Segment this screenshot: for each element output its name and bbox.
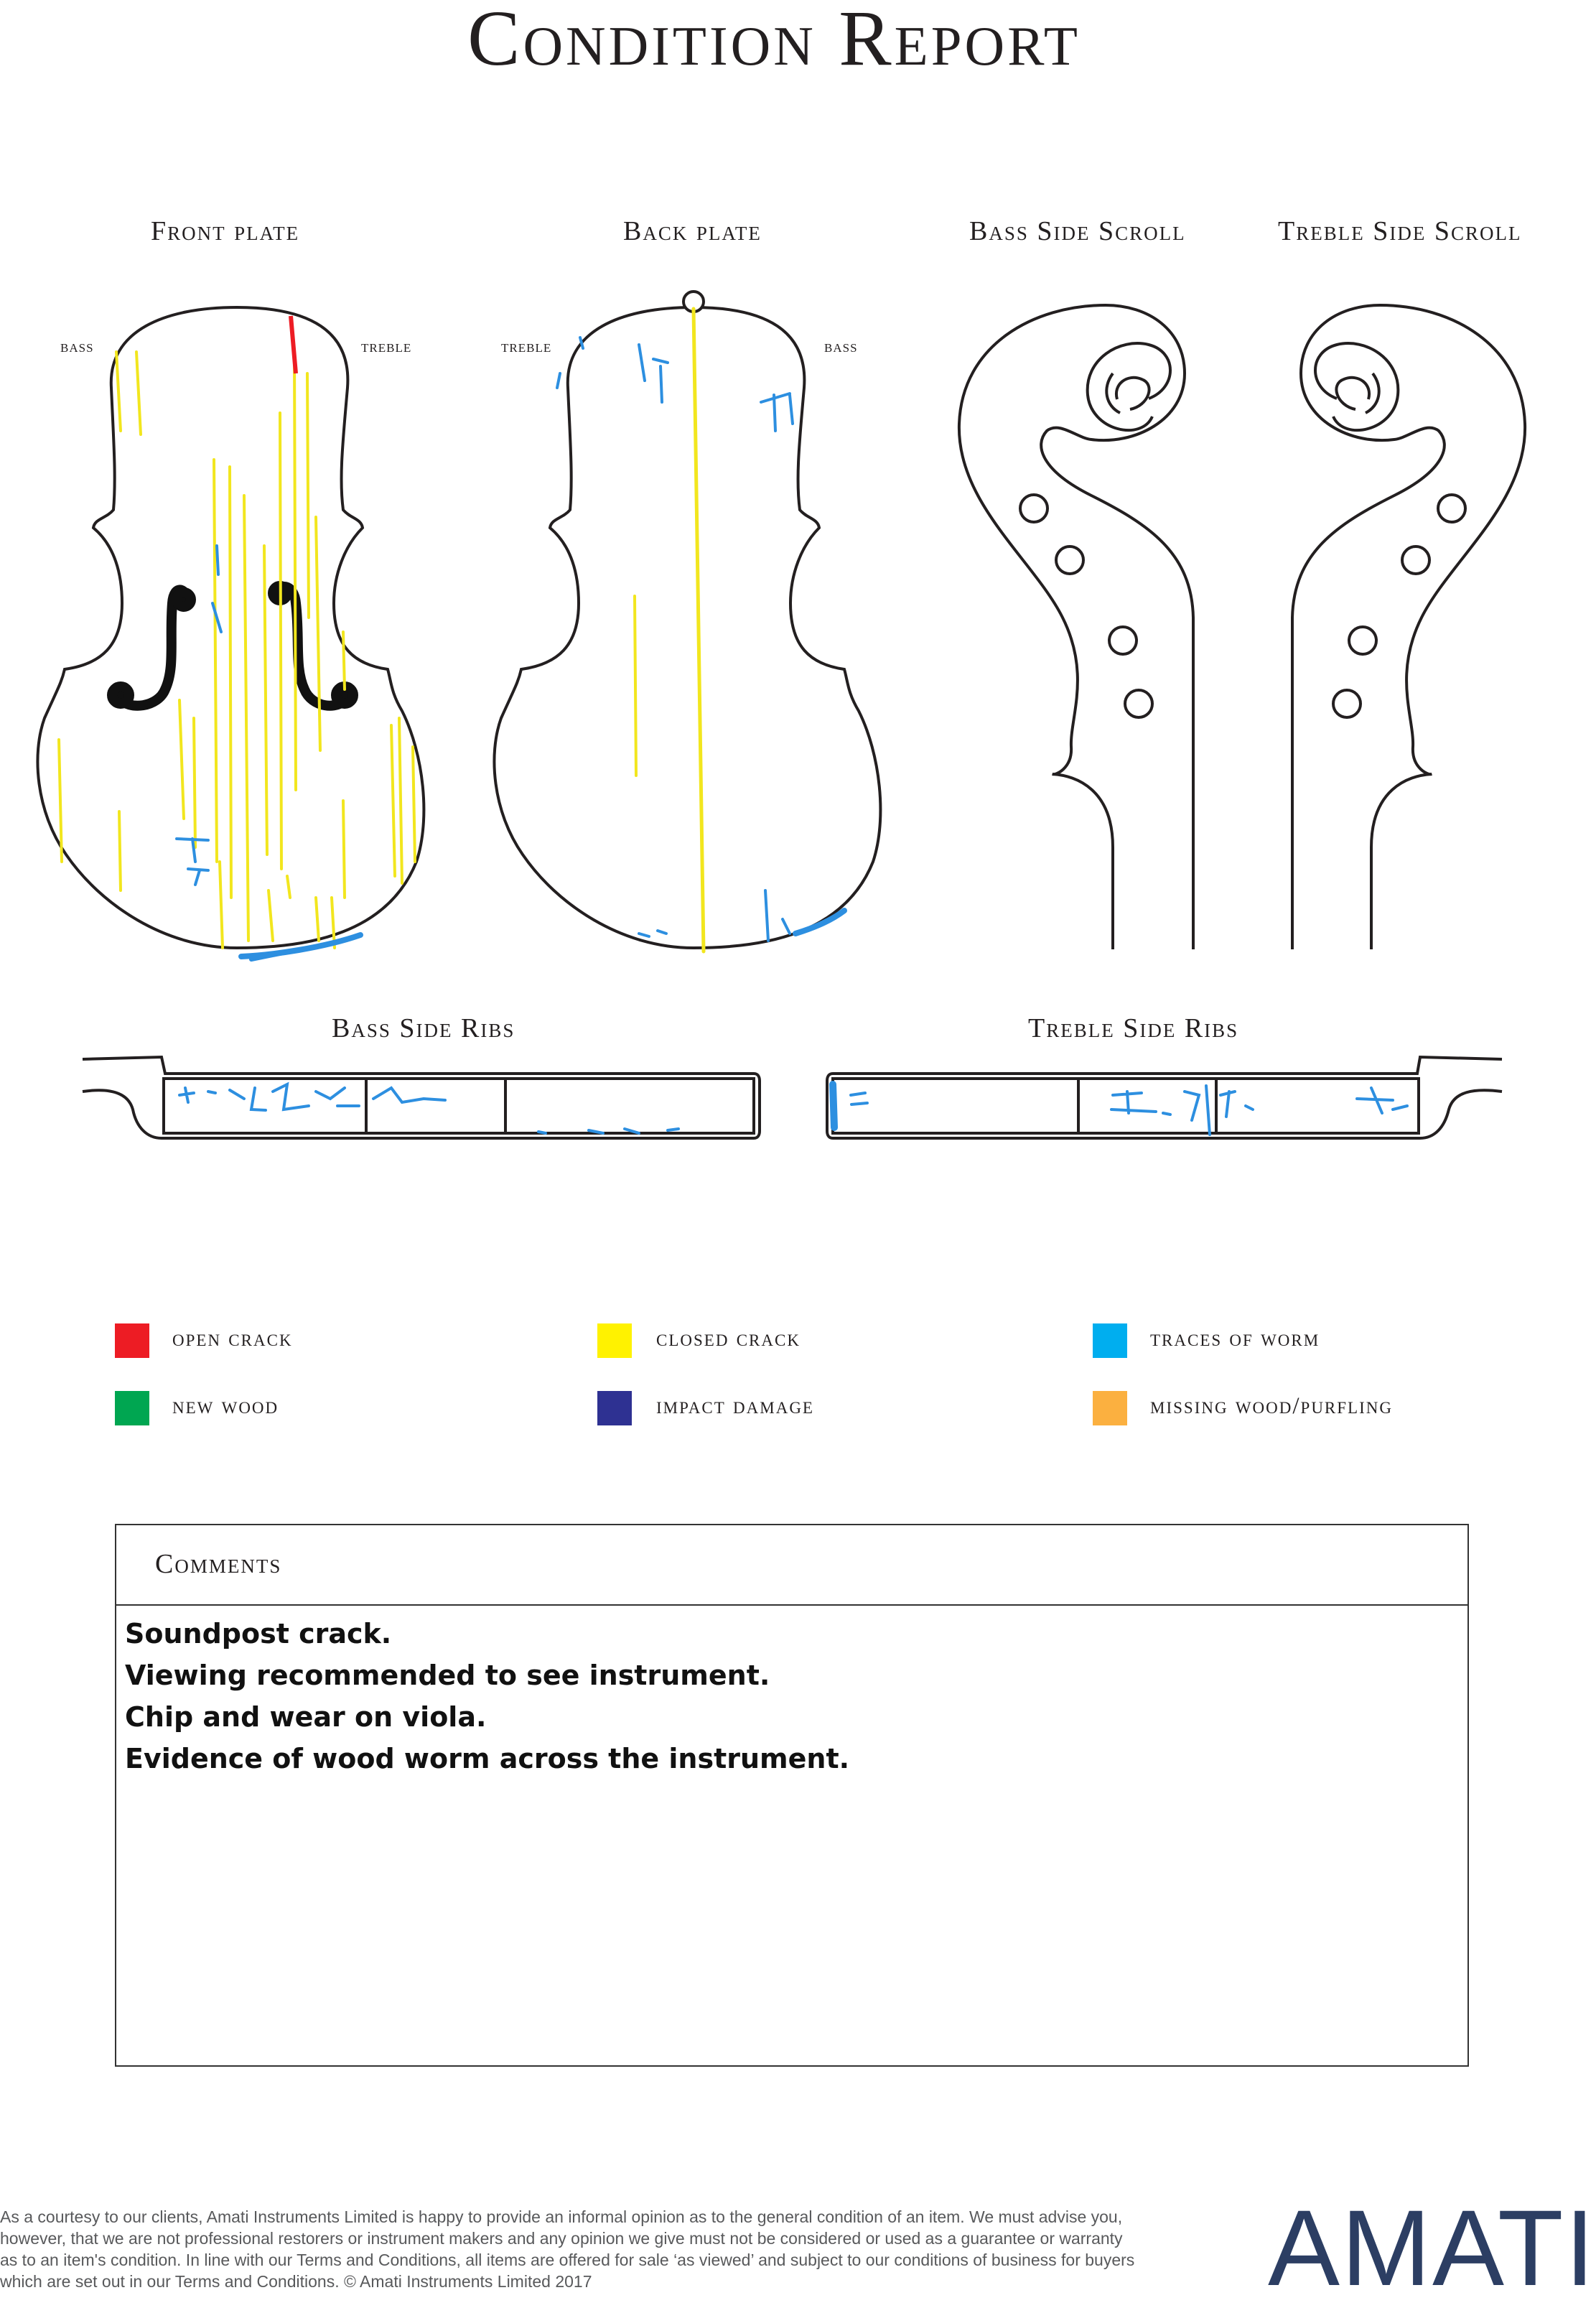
treble-side-scroll-outline [1292, 305, 1525, 949]
bass-side-ribs-outline [83, 1057, 760, 1138]
f-hole-left [112, 590, 191, 705]
legend-swatch-traces-of-worm [1093, 1323, 1127, 1358]
comment-line: Evidence of wood worm across the instrument. [125, 1743, 850, 1774]
front-treble-side-label: treble [361, 338, 412, 356]
comment-line: Chip and wear on viola. [125, 1701, 487, 1733]
legend-label-impact-damage: impact damage [656, 1393, 814, 1419]
front-open-crack [291, 316, 296, 373]
back-treble-side-label: treble [501, 338, 552, 356]
legend-label-new-wood: new wood [172, 1393, 279, 1419]
back-plate-outline [494, 292, 880, 948]
front-bass-side-label: bass [60, 338, 94, 356]
bass-side-scroll-outline [959, 305, 1193, 949]
treble-ribs-worm-traces [833, 1084, 1407, 1135]
bass-side-ribs-label: Bass Side Ribs [332, 1013, 515, 1043]
back-bass-side-label: bass [824, 338, 858, 356]
amati-logo: AMATI [1268, 2187, 1596, 2308]
f-hole-right [273, 586, 353, 706]
legend-swatch-new-wood [115, 1391, 149, 1425]
comment-line: Viewing recommended to see instrument. [125, 1660, 770, 1691]
front-plate-label: Front plate [151, 216, 300, 246]
legend-swatch-closed-crack [597, 1323, 632, 1358]
page-title: Condition Report [467, 0, 1081, 82]
legend-swatch-impact-damage [597, 1391, 632, 1425]
legend-swatch-missing-wood-purfling [1093, 1391, 1127, 1425]
legend-label-traces-of-worm: traces of worm [1150, 1326, 1320, 1351]
legend-label-missing-wood-purfling: missing wood/purfling [1150, 1393, 1393, 1419]
treble-side-ribs-outline [827, 1057, 1502, 1138]
comments-heading: Comments [116, 1525, 1467, 1606]
comments-body [116, 1606, 1467, 1787]
disclaimer-text: As a courtesy to our clients, Amati Instruments Limited is happy to provide an informal opinion as to the general condition of an item. We must advise you, however, that we are not professional restorers or instrument makers and any opinion we give must not be considered or used as a guarantee or warranty as to an item's condition. In line with our Terms and Conditions, all items are offered for sale ‘as viewed’ and subject to our conditions of business for buyers which are set out in our Terms and Conditions. © Amati Instruments Limited 2017 [0, 2207, 1135, 2291]
back-plate-label: Back plate [623, 216, 762, 246]
back-closed-cracks [635, 309, 704, 951]
comment-line: Soundpost crack. [125, 1618, 392, 1649]
legend-label-closed-crack: closed crack [656, 1326, 801, 1351]
treble-side-scroll-label: Treble Side Scroll [1278, 216, 1522, 246]
treble-side-ribs-label: Treble Side Ribs [1028, 1013, 1239, 1043]
legend-label-open-crack: open crack [172, 1326, 293, 1351]
comments-box [115, 1524, 1469, 2067]
bass-side-scroll-label: Bass Side Scroll [969, 216, 1186, 246]
bass-ribs-worm-traces [179, 1084, 678, 1133]
legend-swatch-open-crack [115, 1323, 149, 1358]
